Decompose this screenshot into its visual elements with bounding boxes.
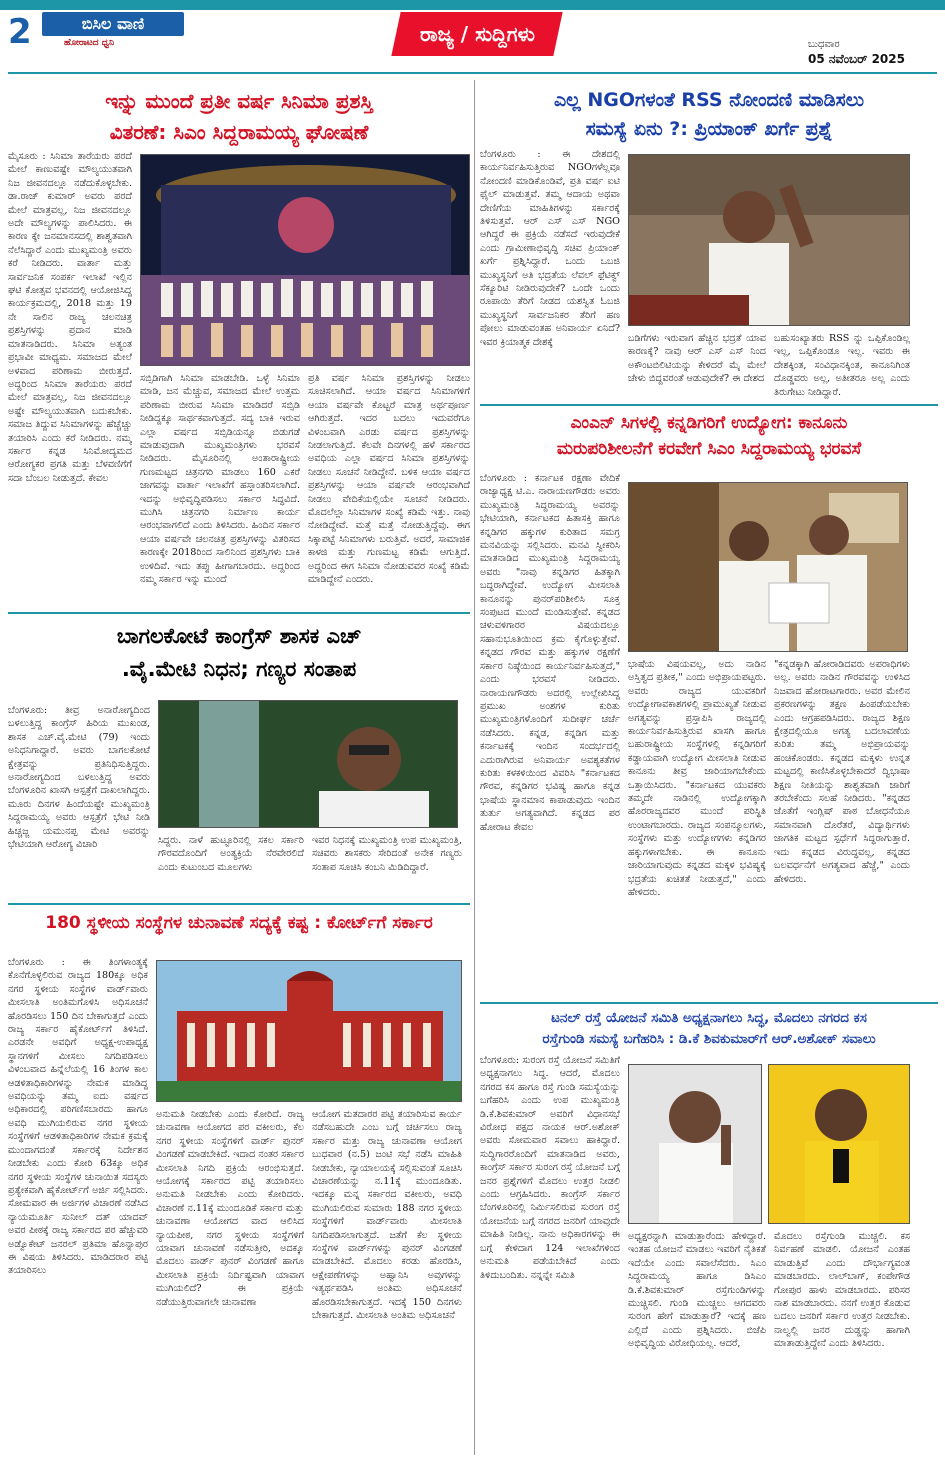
article-column: ಭಾಷೆಯ ವಿಷಯವಲ್ಲ, ಅದು ನಾಡಿನ ಅಸ್ತಿತ್ವದ ಪ್ರತೀಕ," ಎಂದು ಅಭಿಪ್ರಾಯಪಟ್ಟರು. ಅವರು ರಾಜ್ಯದ ಯುವಕರಿಗೆ ಉದ್ಯೋಗಾವಕಾಶಗಳಲ್ಲಿ ಪ್ರಾಮುಖ್ಯತೆ ನೀಡುವ ಅಗತ್ಯವನ್ನು ಪ್ರಸ್ತಾಪಿಸಿ ರಾಜ್ಯದಲ್ಲಿ ಕಾರ್ಯನಿರ್ವಹಿಸುತ್ತಿರುವ ಖಾಸಗಿ ಹಾಗೂ ಬಹುರಾಷ್ಟ್ರೀಯ ಸಂಸ್ಥೆಗಳಲ್ಲಿ ಕನ್ನಡಿಗರಿಗೆ ಕಡ್ಡಾಯವಾಗಿ ಉದ್ಯೋಗ ಮೀಸಲಾತಿ ನೀಡುವ ಕಾನೂನು ತೀವ್ರ ಜಾರಿಯಾಗಬೇಕೆಂದು ಒತ್ತಾಯಿಸಿದರು. "ಕರ್ನಾಟಕದ ಯುವಕರು ತಮ್ಮದೇ ನಾಡಿನಲ್ಲಿ ಉದ್ಯೋಗಕ್ಕಾಗಿ ಹೊರರಾಜ್ಯದವರ ಮುಂದೆ ಪರಿಸ್ಥಿತಿ ಉಂಟಾಗಬಾರದು. ರಾಜ್ಯದ ಸಂಪನ್ಮೂಲಗಳು, ಸಂಸ್ಥೆಗಳು ಮತ್ತು ಉದ್ಯೋಗಗಳು ಕನ್ನಡಿಗರ ಹಕ್ಕುಗಳಾಗಬೇಕು. ಈ ಕಾನೂನು ಜಾರಿಯಾಗುವುದು ಕನ್ನಡದ ಮಕ್ಕಳ ಭವಿಷ್ಯಕ್ಕೆ ಭದ್ರತೆಯ ಖಚಿತತೆ ನೀಡುತ್ತದೆ," ಎಂದು ಹೇಳಿದರು. xyxy=(628,659,766,898)
meeting-illustration xyxy=(629,483,908,652)
headline-line-2: ವಿತರಣೆ: ಸಿಎಂ ಸಿದ್ದರಾಮಯ್ಯ ಘೋಷಣೆ xyxy=(109,120,369,144)
politician-illustration xyxy=(629,1065,762,1224)
page-number: 2 xyxy=(8,12,32,52)
story-bagalkot-mla xyxy=(8,616,470,901)
r-ashok-photo xyxy=(768,1064,910,1224)
priyank-kharge-photo xyxy=(628,154,910,326)
masthead-rule xyxy=(8,72,937,74)
article-column: ಮೊದಲು ರಸ್ತೆಗುಂಡಿ ಮುಚ್ಚಲಿ. ಕಸ ನಿರ್ವಹಣೆ ಮಾಡಲಿ. ಯೋಜನೆ ಎಂತಹ ಮಾಡುತ್ತಿವೆ ಎಂದು ದೌರ್ಭಾಗ್ಯವಂತ ಮಾಡಬಾರದು. ಲಾಲ್‌ಬಾಗ್, ಕಂಪೇಗೌಡ ಗೋಪುರ ಹಾಳು ಮಾಡಬಾರದು. ಪರಿಸರ ನಾಶ ಮಾಡಬಾರದು. ನನಗೆ ಉತ್ತರ ಕೊಡುವ ಬದಲು ಜನರಿಗೆ ಸರ್ಕಾರ ಉತ್ತರ ನೀಡಬೇಕು. ನಾಲ್ವಲ್ಲಿ ಜನರ ದುಡ್ಡನ್ನು ಹಾಗಾಗಿ ಮಾತಾಡುತ್ತಿದ್ದೇನೆ ಎಂದು ತಿಳಿಸಿದರು. xyxy=(774,1231,910,1350)
section-rule xyxy=(8,903,470,905)
story-cinema-awards xyxy=(8,80,470,610)
article-column: ಇವರ ನಿಧನಕ್ಕೆ ಮುಖ್ಯಮಂತ್ರಿ ಉಪ ಮುಖ್ಯಮಂತ್ರಿ, ಸಚಿವರು ಶಾಸಕರು ಸೇರಿದಂತೆ ಅನೇಕ ಗಣ್ಯರು ಸಂತಾಪ ಸೂಚಿಸಿ ಕಂಬನಿ ಮಿಡಿದಿದ್ದಾರೆ. xyxy=(312,835,462,873)
article-column: ಬೆಂಗಳೂರು : ಈ ತಿಂಗಳಾಂತ್ಯಕ್ಕೆ ಕೊನೆಗೊಳ್ಳಲಿರುವ ರಾಜ್ಯದ 180ಕ್ಕೂ ಅಧಿಕ ನಗರ ಸ್ಥಳೀಯ ಸಂಸ್ಥೆಗಳ ವಾರ್ಡ್‌ವಾರು ಮೀಸಲಾತಿ ಅಂತಿಮಗೊಳಿಸಿ ಅಧಿಸೂಚನೆ ಹೊರಡಿಸಲು 150 ದಿನ ಬೇಕಾಗುತ್ತದೆ ಎಂದು ರಾಜ್ಯ ಸರ್ಕಾರ ಹೈಕೋರ್ಟ್‌ಗೆ ತಿಳಿಸಿದೆ. ಎರಡನೇ ಅವಧಿಗೆ ಅಧ್ಯಕ್ಷ-ಉಪಾಧ್ಯಕ್ಷ ಸ್ಥಾನಗಳಿಗೆ ಮೀಸಲು ನಿಗದಿಪಡಿಸಲು ವಿಳಂಬವಾದ ಹಿನ್ನೆಲೆಯಲ್ಲಿ 16 ತಿಂಗಳ ಕಾಲ ಆಡಳಿತಾಧಿಕಾರಿಗಳನ್ನು ನೇಮಕ ಮಾಡಿದ್ದ ಅವಧಿಯನ್ನು ತಮ್ಮ ಐದು ವರ್ಷದ ಅಧಿಕಾರದಲ್ಲಿ ಪರಿಗಣಿಸಬಾರದು ಹಾಗೂ ಅವಧಿ ಮುಗಿಯಲಿರುವ ನಗರ ಸ್ಥಳೀಯ ಸಂಸ್ಥೆಗಳಿಗೆ ಆಡಳಿತಾಧಿಕಾರಿಗಳ ನೇಮಕ ಕ್ರಮಕ್ಕೆ ಮುಂದಾಗದಂತೆ ಸರ್ಕಾರಕ್ಕೆ ನಿರ್ದೇಶನ ನೀಡಬೇಕು ಎಂದು ಕೋರಿ 63ಕ್ಕೂ ಅಧಿಕ ನಗರ ಸ್ಥಳೀಯ ಸಂಸ್ಥೆಗಳ ಚುನಾಯಿತ ಸದಸ್ಯರು ಪ್ರತ್ಯೇಕವಾಗಿ ಹೈಕೋರ್ಟ್‌ಗೆ ಅರ್ಜಿ ಸಲ್ಲಿಸಿದರು. ಸೋಮವಾರ ಈ ಅರ್ಜಿಗಳ ವಿಚಾರಣೆ ನಡೆಸಿದ ನ್ಯಾಯಮೂರ್ತಿ ಸುನೀಲ್ ದತ್ ಯಾದವ್ ಅವರ ಪೀಠಕ್ಕೆ ರಾಜ್ಯ ಸರ್ಕಾರದ ಪರ ಹೆಚ್ಚುವರಿ ಅಡ್ವೊಕೇಟ್ ಜನರಲ್ ಪ್ರತಿಮಾ ಹೊನ್ನಾಪುರ ಈ ವಿಷಯ ತಿಳಿಸಿದರು. ಮಾಡಿದರಾರ ಪಟ್ಟಿ ತಯಾರಿಸಲು xyxy=(8,957,148,1277)
speaker-illustration xyxy=(629,155,910,326)
article-column: ಬೆಂಗಳೂರು: ಸುರಂಗ ರಸ್ತೆ ಯೋಜನೆ ಸಮಿತಿಗೆ ಅಧ್ಯಕ್ಷನಾಗಲು ಸಿದ್ಧ. ಆದರೆ, ಮೊದಲು ನಗರದ ಕಸ ಹಾಗೂ ರಸ್ತೆ ಗುಂಡಿ ಸಮಸ್ಯೆಯನ್ನು ಬಗೆಹರಿಸಿ ಎಂದು ಉಪ ಮುಖ್ಯಮಂತ್ರಿ ಡಿ.ಕೆ.ಶಿವಕುಮಾರ್ ಅವರಿಗೆ ವಿಧಾನಸಭೆ ವಿರೋಧ ಪಕ್ಷದ ನಾಯಕ ಆರ್.ಅಶೋಕ್ ಅವರು ಸೋಮವಾರ ಸವಾಲು ಹಾಕಿದ್ದಾರೆ. ಸುದ್ದಿಗಾರರೊಂದಿಗೆ ಮಾತನಾಡಿದ ಅವರು, ಕಾಂಗ್ರೆಸ್ ಸರ್ಕಾರ ಸುರಂಗ ರಸ್ತೆ ಯೋಜನೆ ಬಗ್ಗೆ ಜನರ ಪ್ರಶ್ನೆಗಳಿಗೆ ಮೊದಲು ಉತ್ತರ ನೀಡಲಿ ಎಂದು ಆಗ್ರಹಿಸಿದರು. ಕಾಂಗ್ರೆಸ್ ಸರ್ಕಾರ ಬೆಂಗಳೂರಿನಲ್ಲಿ ನಿರ್ಮಿಸಲಿರುವ ಸುರಂಗ ರಸ್ತೆ ಯೋಜನೆಯ ಬಗ್ಗೆ ನಗರದ ಜನರಿಗೆ ಯಾವುದೇ ಮಾಹಿತಿ ನೀಡಿಲ್ಲ. ನಾನು ಅಧಿಕಾರಗಳನ್ನು ಈ ಬಗ್ಗೆ ಕೇಳಿದಾಗ 124 ಇಲಾಖೆಗಳಿಂದ ಅನುಮತಿ ಪಡೆಯಬೇಕಿದೆ ಎಂದು ತಿಳಿದುಬಂದಿತು. ನನ್ನನ್ನೇ ಸಮಿತಿ xyxy=(480,1055,620,1281)
story-tunnel-road xyxy=(480,1006,938,1456)
headline-line-2: ರಸ್ತೆಗುಂಡಿ ಸಮಸ್ಯೆ ಬಗೆಹರಿಸಿ : ಡಿ.ಕೆ ಶಿವಕುಮಾರ್‌ಗೆ ಆರ್.ಅಶೋಕ್ ಸವಾಲು xyxy=(542,1030,876,1047)
story-rss-registration xyxy=(480,80,938,402)
article-column: ಅಧ್ಯಕ್ಷರನ್ನಾಗಿ ಮಾಡುತ್ತಾರೆಂದು ಹೇಳಿದ್ದಾರೆ. ಇಂತಹ ಯೋಜನೆ ಮಾಡಲು ಇವರಿಗೆ ನೈತಿಕತೆ ಇದೆಯೇ ಎಂದು ಸವಾಲೆಸೆದರು. ಸಿಎಂ ಸಿದ್ದರಾಮಯ್ಯ ಹಾಗೂ ಡಿಸಿಎಂ ಡಿ.ಕೆ.ಶಿವಕುಮಾರ್ ರಸ್ತೆಗುಂಡಿಗಳನ್ನು ಮುಚ್ಚಿಸಲಿ. ಗುಂಡಿ ಮುಚ್ಚಲು ಆಗದವರು ಸುರಂಗ ಹೇಗೆ ಮಾಡುತ್ತಾರೆ? ಇದಕ್ಕೆ ಹಣ ಎಲ್ಲಿದೆ ಎಂದು ಪ್ರಶ್ನಿಸಿದರು. ಬಿಜೆಪಿ ಅಭಿವೃದ್ಧಿಯ ವಿರೋಧಿಯಲ್ಲ. ಆದರೆ, xyxy=(628,1231,766,1350)
headline-line-2: .ವೈ.ಮೇಟಿ ನಿಧನ; ಗಣ್ಯರ ಸಂತಾಪ xyxy=(121,656,357,681)
article-column: ಅನುಮತಿ ನೀಡಬೇಕು ಎಂದು ಕೋರಿದೆ. ರಾಜ್ಯ ಚುನಾವಣಾ ಆಯೋಗದ ಪರ ವಕೀಲರು, ಕೆಲ ನಗರ ಸ್ಥಳೀಯ ಸಂಸ್ಥೆಗಳಿಗೆ ವಾರ್ಡ್ ಪುನರ್ ವಿಂಗಡಣೆ ಮಾಡಬೇಕಿದೆ. ಇದಾದ ನಂತರ ಸರ್ಕಾರ ಮೀಸಲಾತಿ ನಿಗದಿ ಪ್ರಕ್ರಿಯೆ ಆರಂಭಿಸುತ್ತದೆ. ಆಯೋಗಕ್ಕೆ ಸರ್ಕಾರದ ಪಟ್ಟಿ ತಯಾರಿಸಲು ಅನುಮತಿ ನೀಡಬೇಕು ಎಂದು ಕೋರಿದರು. ವಿಚಾರಣೆ ನ.11ಕ್ಕೆ ಮುಂದೂಡಿಕೆ ಸರ್ಕಾರ ಮತ್ತು ಚುನಾವಣಾ ಆಯೋಗದ ವಾದ ಆಲಿಸಿದ ನ್ಯಾಯಪೀಠ, ನಗರ ಸ್ಥಳೀಯ ಸಂಸ್ಥೆಗಳಿಗೆ ಯಾವಾಗ ಚುನಾವಣೆ ನಡೆಸುತ್ತೀರಿ, ಅದಕ್ಕೂ ಮೊದಲು ವಾರ್ಡ್ ಪುನರ್ ವಿಂಗಡಣೆ ಹಾಗೂ ಮೀಸಲಾತಿ ಪ್ರಕ್ರಿಯೆ ನಿರ್ದಿಷ್ಟವಾಗಿ ಯಾವಾಗ ಮುಗಿಯಲಿದೆ? ಈ ಪ್ರಕ್ರಿಯೆ ನಡೆಯುತ್ತಿರುವಾಗಲೇ ಚುನಾವಣಾ xyxy=(156,1109,304,1308)
story-local-body-elections xyxy=(8,908,470,1456)
column-divider xyxy=(474,80,475,1455)
paper-tagline: ಹೋರಾಟದ ಧ್ವನಿ xyxy=(64,38,115,48)
issue-day: ಬುಧವಾರ xyxy=(808,39,840,50)
awards-stage-illustration xyxy=(141,155,470,366)
section-label: ರಾಜ್ಯ / ಸುದ್ದಿಗಳು xyxy=(419,22,535,46)
cm-meeting-photo xyxy=(628,482,908,652)
headline-line-1: ಬಾಗಲಕೋಟೆ ಕಾಂಗ್ರೆಸ್ ಶಾಸಕ ಎಚ್ xyxy=(116,624,362,648)
headline-line-2: ಮರುಪರಿಶೀಲನೆಗೆ ಕರವೇಗೆ ಸಿಎಂ ಸಿದ್ದರಾಮಯ್ಯ ಭರವಸೆ xyxy=(556,439,862,460)
headline-line-1: ಎಲ್ಲ NGOಗಳಂತೆ RSS ನೋಂದಣಿ ಮಾಡಿಸಲು xyxy=(553,89,865,111)
court-building-illustration xyxy=(157,961,462,1102)
section-rule xyxy=(480,1002,938,1004)
politician-illustration xyxy=(769,1065,910,1224)
section-banner xyxy=(391,12,562,56)
issue-date: 05 ನವೆಂಬರ್ 2025 xyxy=(808,52,905,66)
article-column: ಆಯೋಗ ಮತದಾರರ ಪಟ್ಟಿ ತಯಾರಿಸುವ ಕಾರ್ಯ ನಡೆಸಬಹುದೇ ಎಂಬ ಬಗ್ಗೆ ಚರ್ಚಿಸಲು ರಾಜ್ಯ ಸರ್ಕಾರ ಮತ್ತು ರಾಜ್ಯ ಚುನಾವಣಾ ಆಯೋಗ ಬುಧವಾರ (ನ.5) ಜಂಟಿ ಸಭೆ ನಡೆಸಿ ಮಾಹಿತಿ ನೀಡಬೇಕು, ನ್ಯಾಯಾಲಯಕ್ಕೆ ಸಲ್ಲಿಸುವಂತೆ ಸೂಚಿಸಿ ವಿಚಾರಣೆಯನ್ನು ನ.11ಕ್ಕೆ ಮುಂದೂಡಿತು. ಇದಕ್ಕೂ ಮನ್ನ ಸರ್ಕಾರದ ವಕೀಲರು, ಅವಧಿ ಮುಗಿಯಲಿರುವ ಸುಮಾರು 188 ನಗರ ಸ್ಥಳೀಯ ಸಂಸ್ಥೆಗಳಿಗೆ ವಾರ್ಡ್‌ವಾರು ಮೀಸಲಾತಿ ನಿಗದಿಪಡಿಸಲಾಗುತ್ತದೆ. ಜತೆಗೆ ಕೆಲ ಸ್ಥಳೀಯ ಸಂಸ್ಥೆಗಳ ವಾರ್ಡ್‌ಗಳನ್ನು ಪುನರ್ ವಿಂಗಡಣೆ ಮಾಡಬೇಕಿದೆ. ಮೊದಲು ಕರಡು ಹೊರಡಿಸಿ, ಆಕ್ಷೇಪಣೆಗಳನ್ನು ಅಹ್ವಾನಿಸಿ ಅವುಗಳನ್ನು ಇತ್ಯರ್ಥಪಡಿಸಿ ಅಂತಿಮ ಅಧಿಸೂಚನೆ ಹೊರಡಿಸಬೇಕಾಗುತ್ತದೆ. ಇದಕ್ಕೆ 150 ದಿನಗಳು ಬೇಕಾಗುತ್ತದೆ. ಮೀಸಲಾತಿ ಅಂತಿಮ ಅಧಿಸೂಚನೆ xyxy=(312,1109,462,1322)
article-column: ಸಬ್ಸಿಡಿಗಾಗಿ ಸಿನಿಮಾ ಮಾಡಬೇಡಿ. ಒಳ್ಳೆ ಸಿನಿಮಾ ಮಾಡಿ, ಜನ ಮೆಚ್ಚುವ, ಸಮಾಜದ ಮೇಲೆ ಉತ್ತಮ ಪರಿಣಾಮ ಬೀರುವ ಸಿನಿಮಾ ಮಾಡಿದರೆ ಸಬ್ಸಿಡಿ ನೀಡಿದ್ದಕ್ಕೂ ಸಾರ್ಥಕವಾಗುತ್ತದೆ. ಸದ್ಯ ಬಾಕಿ ಇರುವ ಎಲ್ಲಾ ವರ್ಷದ ಸಬ್ಸಿಡಿಯನ್ನೂ ಬಿಡುಗಡೆ ಮಾಡುವುದಾಗಿ ಮುಖ್ಯಮಂತ್ರಿಗಳು ಭರವಸೆ ನೀಡಿದರು. ಮೈಸೂರಿನಲ್ಲಿ ಅಂತಾರಾಷ್ಟ್ರೀಯ ಗುಣಮಟ್ಟದ ಚಿತ್ರನಗರಿ ಮಾಡಲು 160 ಎಕರೆ ಜಾಗವನ್ನು ವಾರ್ತಾ ಇಲಾಖೆಗೆ ಹಸ್ತಾಂತರಿಸಲಾಗಿದೆ. ಇದನ್ನು ಅಭಿವೃದ್ಧಿಪಡಿಸಲು ಸರ್ಕಾರ ಸಿದ್ಧವಿದೆ. ಮುಗಿಸಿ ಚಿತ್ರನಗರಿ ನಿರ್ಮಾಣ ಕಾರ್ಯ ಆರಂಭವಾಗಲಿದೆ ಎಂದು ತಿಳಿಸಿದರು. ಹಿಂದಿನ ಸರ್ಕಾರ ಆಯಾ ವರ್ಷವೇ ಚಲನಚಿತ್ರ ಪ್ರಶಸ್ತಿಗಳನ್ನು ವಿತರಿಸದ ಕಾರಣಕ್ಕೇ 2018ರಿಂದ ಸಾಲಿನಿಂದ ಪ್ರಶಸ್ತಿಗಳು ಬಾಕಿ ಉಳಿದಿವೆ. ಇದು ತಪ್ಪು ಹೀಗಾಗಬಾರದು. ಅದ್ದರಿಂದ ನಮ್ಮ ಸರ್ಕಾರ ಇನ್ನು ಮುಂದೆ xyxy=(140,373,300,586)
article-column: "ಕನ್ನಡಕ್ಕಾಗಿ ಹೋರಾಡಿದವರು ಅಪರಾಧಿಗಳು ಅಲ್ಲ. ಅವರು ನಾಡಿನ ಗೌರವವನ್ನು ಉಳಿಸಿದ ನಿಜವಾದ ಹೋರಾಟಗಾರರು. ಅವರ ಮೇಲಿನ ಪ್ರಕರಣಗಳನ್ನು ತಕ್ಷಣ ಹಿಂಪಡೆಯಬೇಕು ಎಂದು ಆಗ್ರಹಪಡಿಸಿದರು. ರಾಜ್ಯದ ಶಿಕ್ಷಣ ಕ್ಷೇತ್ರದಲ್ಲಿಯೂ ಅಗತ್ಯ ಬದಲಾವಣೆಯ ಕುರಿತು ತಮ್ಮ ಅಭಿಪ್ರಾಯವನ್ನು ಹಂಚಿಕೊಂಡರು. ಕನ್ನಡದ ಮಕ್ಕಳು ಉನ್ನತ ಮಟ್ಟದಲ್ಲಿ ಕಾಣಿಸಿಕೊಳ್ಳಬೇಕಾದರೆ ದ್ವಿಭಾಷಾ ಶಿಕ್ಷಣ ನೀತಿಯನ್ನು ಶಾಶ್ವತವಾಗಿ ಜಾರಿಗೆ ತರಬೇಕೆಂದು ಸಲಹೆ ನೀಡಿದರು. "ಕನ್ನಡದ ಜೊತೆಗೆ ಇಂಗ್ಲಿಷ್ ಪಾಠ ಬೋಧನೆಯೂ ಸಮಾನವಾಗಿ ದೊರೆತರೆ, ವಿದ್ಯಾರ್ಥಿಗಳು ಜಾಗತಿಕ ಮಟ್ಟದ ಸ್ಪರ್ಧೆಗೆ ಸಿದ್ಧರಾಗುತ್ತಾರೆ. ಇದು ಕನ್ನಡದ ವಿರುದ್ಧವಲ್ಲ, ಕನ್ನಡದ ಬಲವರ್ಧನೆಗೆ ಅಗತ್ಯವಾದ ಹೆಜ್ಜೆ," ಎಂದು ಹೇಳಿದರು. xyxy=(774,659,910,885)
masthead xyxy=(0,0,945,80)
headline-line-2: ಸಮಸ್ಯೆ ಏನು ?: ಪ್ರಿಯಾಂಕ್ ಖರ್ಗೆ ಪ್ರಶ್ನೆ xyxy=(585,118,833,141)
headline-line-1: ಟನಲ್ ರಸ್ತೆ ಯೋಜನೆ ಸಮಿತಿ ಅಧ್ಯಕ್ಷನಾಗಲು ಸಿದ್ಧ, ಮೊದಲು ನಗರದ ಕಸ xyxy=(551,1010,867,1026)
high-court-building-photo xyxy=(156,960,462,1102)
article-column: ಬೆಂಗಳೂರು : ಕರ್ನಾಟಕ ರಕ್ಷಣಾ ವೇದಿಕೆ ರಾಜ್ಯಾಧ್ಯಕ್ಷ ಟಿ.ಎ. ನಾರಾಯಣಗೌಡರು ಅವರು ಮುಖ್ಯಮಂತ್ರಿ ಸಿದ್ದರಾಮಯ್ಯ ಅವರನ್ನು ಭೇಟಿಯಾಗಿ, ಕರ್ನಾಟಕದ ಹಿತಾಸಕ್ತಿ ಹಾಗೂ ಕನ್ನಡಿಗರ ಹಕ್ಕುಗಳ ಕುರಿತಾದ ಸಮಗ್ರ ಮನವಿಯನ್ನು ಸಲ್ಲಿಸಿದರು. ಮನವಿ ಸ್ವೀಕರಿಸಿ ಮಾತನಾಡಿದ ಮುಖ್ಯಮಂತ್ರಿ ಸಿದ್ದರಾಮಯ್ಯ ಅವರು "ನಾವು ಕನ್ನಡಿಗರ ಹಿತಕ್ಕಾಗಿ ಬದ್ಧರಾಗಿದ್ದೇವೆ. ಉದ್ಯೋಗ ಮೀಸಲಾತಿ ಕಾನೂನನ್ನು ಪುನರ್‌ಪರಿಶೀಲಿಸಿ ಸೂಕ್ತ ಸಂಪುಟದ ಮುಂದೆ ಮಂಡಿಸುತ್ತೇವೆ. ಕನ್ನಡದ ಚಳುವಳಿಗಾರರ ವಿಷಯದಲ್ಲೂ ಸಹಾನುಭೂತಿಯಿಂದ ಕ್ರಮ ಕೈಗೊಳ್ಳುತ್ತೇವೆ. ಕನ್ನಡದ ಗೌರವ ಮತ್ತು ಹಕ್ಕುಗಳ ರಕ್ಷಣೆಗೆ ಸರ್ಕಾರ ನಿಷ್ಠೆಯಿಂದ ಕಾರ್ಯನಿರ್ವಹಿಸುತ್ತದೆ," ಎಂದು ಭರವಸೆ ನೀಡಿದರು. ನಾರಾಯಣಗೌಡರು ಅದರಲ್ಲಿ ಉಲ್ಲೇಖಿಸಿದ್ದ ಪ್ರಮುಖ ಅಂಶಗಳ ಕುರಿತು ಮುಖ್ಯಮಂತ್ರಿಗಳೊಂದಿಗೆ ಸುದೀರ್ಘ ಚರ್ಚೆ ನಡೆಸಿದರು. ಕನ್ನಡ, ಕನ್ನಡಿಗ ಮತ್ತು ಕರ್ನಾಟಕಕ್ಕೆ ಇಂದಿನ ಸಂದರ್ಭದಲ್ಲಿ ಎದುರಾಗಿರುವ ಅನಿವಾರ್ಯ ಅವಶ್ಯಕತೆಗಳ ಕುರಿತು ಕಳಕಳಿಯಿಂದ ವಿವರಿಸಿ "ಕರ್ನಾಟಕದ ಗೌರವ, ಕನ್ನಡಿಗರ ಭವಿಷ್ಯ ಹಾಗೂ ಕನ್ನಡ ಭಾಷೆಯ ಸ್ಥಾನಮಾನ ಕಾಪಾಡುವುದು ಇಂದಿನ ತುರ್ತು ಅಗತ್ಯವಾಗಿದೆ. ಕನ್ನಡದ ಪರ ಹೋರಾಟ ಕೇವಲ xyxy=(480,473,620,833)
headline: 180 ಸ್ಥಳೀಯ ಸಂಸ್ಥೆಗಳ ಚುನಾವಣೆ ಸದ್ಯಕ್ಕೆ ಕಷ್ಟ : ಕೋರ್ಟ್‌ಗೆ ಸರ್ಕಾರ xyxy=(45,913,433,933)
article-column: ಮೈಸೂರು : ಸಿನಿಮಾ ತಾರೆಯರು ಪರದೆ ಮೇಲೆ ಕಾಣುವಷ್ಟೇ ಮೌಲ್ಯಯುತವಾಗಿ ನಿಜ ಜೀವನದಲ್ಲೂ ನಡೆದುಕೊಳ್ಳಬೇಕು. ಡಾ.ರಾಜ್ ಕುಮಾರ್ ಅವರು ಪರದೆ ಮೇಲೆ ಮಾತ್ರವಲ್ಲ, ನಿಜ ಜೀವನದಲ್ಲೂ ಅದೇ ಮೌಲ್ಯಗಳನ್ನು ಪಾಲಿಸಿದರು. ಈ ಕಾರಣ ಕ್ಕೇ ಜನಮಾನಸದಲ್ಲಿ ಶಾಶ್ವತವಾಗಿ ನೆಲೆಸಿದ್ದಾರೆ ಎಂದು ಮುಖ್ಯಮಂತ್ರಿ ಅವರು ಕರೆ ನೀಡಿದರು. ವಾರ್ತಾ ಮತ್ತು ಸಾರ್ವಜನಿಕ ಸಂಪರ್ಕ ಇಲಾಖೆ ಇಲ್ಲಿನ ಘಟಿ ಕೋತ್ಸವ ಭವನದಲ್ಲಿ ಆಯೋಜಿಸಿದ್ದ ಕಾರ್ಯಕ್ರಮದಲ್ಲಿ, 2018 ಮತ್ತು 19 ನೇ ಸಾಲಿನ ರಾಜ್ಯ ಚಲನಚಿತ್ರ ಪ್ರಶಸ್ತಿಗಳನ್ನು ಪ್ರದಾನ ಮಾಡಿ ಮಾತನಾಡಿದರು. ಸಿನಿಮಾ ಅತ್ಯಂತ ಪ್ರಭಾವೀ ಮಾಧ್ಯಮ. ಸಮಾಜದ ಮೇಲೆ ಅಳವಾದ ಪರಿಣಾಮ ಬೀರುತ್ತದೆ. ಅದ್ದರಿಂದ ಸಿನಿಮಾ ತಾರೆಯರು ಪರದೆ ಮೇಲೆ ಮಾತ್ರವಲ್ಲ, ನಿಜ ಜೀವನದಲ್ಲೂ ಅಷ್ಟೇ ಮೌಲ್ಯಯುತವಾಗಿ ಬದುಕಬೇಕು. ಸಮಾಜ ತಿದ್ದುವ ಸಿನಿಮಾಗಳನ್ನು ಹೆಚ್ಚೆಚ್ಚು ತಯಾರಿಸಿ ಎಂದು ಕರೆ ನೀಡಿದರು. ನಮ್ಮ ಸರ್ಕಾರ ಕನ್ನಡ ಸಿನಿಮೋದ್ಯಮದ ಆರೋಗ್ಯಕರ ಪ್ರಗತಿ ಮತ್ತು ಬೆಳವಣಿಗೆಗೆ ಸದಾ ಬೆಂಬಲ ನೀಡುತ್ತದೆ. ಕೇವಲ xyxy=(8,151,132,484)
article-column: ಬೆಂಗಳೂರು : ಈ ದೇಶದಲ್ಲಿ ಕಾರ್ಯನಿರ್ವಹಿಸುತ್ತಿರುವ NGOಗಳೆಲ್ಲವೂ ನೋಂದಣಿ ಮಾಡಿಕೊಂಡಿವೆ, ಪ್ರತಿ ವರ್ಷ ಐಟಿ ಫೈಲ್ ಮಾಡುತ್ತವೆ. ತಮ್ಮ ಆದಾಯ ಅಥವಾ ದೇಣಿಗೆಯ ಮಾಹಿತಿಗಳನ್ನು ಸರ್ಕಾರಕ್ಕೆ ತಿಳಿಸುತ್ತವೆ. ಆರ್ ಎಸ್ ಎಸ್ NGO ಆಗಿದ್ದರೆ ಈ ಪ್ರಕ್ರಿಯೆ ನಡೆಸದೆ ಇರುವುದೇಕೆ ಎಂದು ಗ್ರಾಮೀಣಾಭಿವೃದ್ಧಿ ಸಚಿವ ಪ್ರಿಯಾಂಕ್ ಖರ್ಗೆ ಪ್ರಶ್ನಿಸಿದ್ದಾರೆ. ಒಂದು ಒಬಜಿ ಮುಖ್ಯಸ್ಥನಿಗೆ ಅತಿ ಭದ್ರತೆಯ ಲೆವಲ್ ಫ಼ೆಟಿಕ್ವ್ ಸೆಕ್ಯೂರಿಟಿ ನೀಡಿರುವುದೇಕೆ? ಒಂದೇ ಒಂದು ರೂಪಾಯಿ ತೆರಿಗೆ ನೀಡದ ಯಶಸ್ವಿತ ಓಬಜಿ ಮುಖ್ಯಸ್ಥನಿಗೆ ಸಾರ್ವಜನಿಕರ ತೆರಿಗೆ ಹಣ ಪೋಲು ಮಾಡುವಂತಹ ಅನಿವಾರ್ಯ ಏನಿದೆ? ಇವರ ಕ್ರಿಯಾತ್ಮಕ ದೇಶಕ್ಕೆ xyxy=(480,149,620,348)
article-column: ಬಹುಸಂಖ್ಯಾತರು RSS ನ್ನು ಒಪ್ಪಿಕೊಂಡಿಲ್ಲ ಇಲ್ಲ, ಒಪ್ಪಿಕೊಂಡೂ ಇಲ್ಲ. ಇವರು ಈ ದೇಶಕ್ಕಿಂತ, ಸಂವಿಧಾನಕ್ಕಿಂತ, ಕಾನೂನಿಗಿಂತ ದೊಡ್ಡವರು ಅಲ್ಲ, ಅತೀತರೂ ಅಲ್ಲ ಎಂದು ತಿರುಗೇಟು ನೀಡಿದ್ದಾರೆ. xyxy=(774,333,910,398)
paper-name: ಬಿಸಿಲ ವಾಣಿ xyxy=(42,12,184,36)
top-accent-bar xyxy=(0,0,945,10)
headline-line-1: ಎಂಎನ್ ಸಿಗಳಲ್ಲಿ ಕನ್ನಡಿಗರಿಗೆ ಉದ್ಯೋಗ: ಕಾನೂನು xyxy=(570,413,848,433)
hy-meti-portrait-photo xyxy=(158,700,458,828)
article-column: ಬಡಿಗೆಗಳು ಇರುವಾಗ ಹೆಚ್ಚಿನ ಭದ್ರತೆ ಯಾವ ಕಾರಣಕ್ಕೆ? ನಾವು ಆರ್ ಎಸ್ ಎಸ್ ನಿಂದ ಅಕೌಂಟಬಿಲಿಟಿಯನ್ನು ಕೇಳಿದರೆ ಮೈ ಮೇಲೆ ಚೇಳು ಬಿದ್ದವರಂತೆ ಆಡುವುದೇಕೆ? ಈ ದೇಶದ xyxy=(628,333,766,385)
article-column: ಪ್ರತಿ ವರ್ಷ ಸಿನಿಮಾ ಪ್ರಶಸ್ತಿಗಳನ್ನು ನೀಡಲು ಸೂಚಿಸಲಾಗಿದೆ. ಆಯಾ ವರ್ಷದ ಸಿನಿಮಾಗಳಿಗೆ ಆಯಾ ವರ್ಷವೇ ಕೊಟ್ಟರೆ ಮಾತ್ರ ಅರ್ಥಪೂರ್ಣ ಆಗಿರುತ್ತದೆ. ಇದರ ಬದಲು ಇದುವರೆಗೂ ವಿಳಂಬವಾಗಿ ಎರಡು ವರ್ಷದ ಪ್ರಶಸ್ತಿಗಳನ್ನು ನೀಡಲಾಗುತ್ತಿದೆ. ಕೆಲವೇ ದಿನಗಳಲ್ಲಿ ಹಳೆ ಸರ್ಕಾರದ ಅವಧಿಯ ಎಲ್ಲಾ ವರ್ಷದ ಸಿನಿಮಾ ಪ್ರಶಸ್ತಿಗಳನ್ನು ನೀಡಲು ಸೂಚನೆ ನೀಡಿದ್ದೇನೆ. ಬಳಿಕ ಆಯಾ ವರ್ಷದ ಪ್ರಶಸ್ತಿಗಳನ್ನು ಆಯಾ ವರ್ಷವೇ ಆರಂಭವಾಗಿದೆ ನೀಡಲು ವೇದಿಕೆಯಲ್ಲಿಯೇ ಸೂಚನೆ ನೀಡಿದರು. ಮೊದಲೆಲ್ಲಾ ಸಿನಿಮಾಗಳ ಸಂಖ್ಯೆ ಕಡಿಮೆ ಇತ್ತು. ನಾವು ನೋಡಿದ್ದೇವೆ. ಮತ್ತೆ ಮತ್ತೆ ನೋಡುತ್ತಿದ್ದೆವು. ಈಗ ಸಿಕ್ಕಾಪಟ್ಟೆ ಸಿನಿಮಾಗಳು ಬರುತ್ತಿವೆ. ಅದರೆ, ಸಾಮಾಜಿಕ ಕಾಳಜಿ ಮತ್ತು ಗುಣಮಟ್ಟ ಕಡಿಮೆ ಆಗುತ್ತಿದೆ. ಅದ್ದರಿಂದ ಈಗ ಸಿನಿಮಾ ನೋಡುವವರ ಸಂಖ್ಯೆ ಕಡಿಮೆ ಮಾಡಿದ್ದೇನೆ ಎಂದರು. xyxy=(308,373,470,586)
article-column: ಬೆಂಗಳೂರು: ತೀವ್ರ ಅನಾರೋಗ್ಯದಿಂದ ಬಳಲುತ್ತಿದ್ದ ಕಾಂಗ್ರೆಸ್ ಹಿರಿಯ ಮುಖಂಡ, ಶಾಸಕ ಎಚ್.ವೈ.ಮೇಟಿ (79) ಇಂದು ಅನಿಧನಿಗಾದ್ದಾರೆ. ಅವರು ಬಾಗಲಕೋಟೆ ಕ್ಷೇತ್ರವನ್ನು ಪ್ರತಿನಿಧಿಸುತ್ತಿದ್ದರು. ಅನಾರೋಗ್ಯದಿಂದ ಬಳಲುತ್ತಿದ್ದ ಅವರು ಬೆಂಗಳೂರಿನ ಖಾಸಗಿ ಆಸ್ಪತ್ರೆಗೆ ದಾಖಲಾಗಿದ್ದರು. ಮೂರು ದಿನಗಳ ಹಿಂದೆಯಷ್ಟೇ ಮುಖ್ಯಮಂತ್ರಿ ಸಿದ್ದರಾಮಯ್ಯ ಅವರು ಆಸ್ಪತ್ರೆಗೆ ಭೇಟಿ ನೀಡಿ ಹಿಚ್ಚಜ್ಜ ಯಮುನಪ್ಪ ಮೇಟಿ ಅವರನ್ನು ಭೇಟಿಯಾಗಿ ಆರೋಗ್ಯ ವಿಚಾರಿ xyxy=(8,705,150,851)
dk-shivakumar-photo xyxy=(628,1064,762,1224)
section-rule xyxy=(8,612,470,614)
article-column: ಸಿದ್ದರು. ನಾಳೆ ಹುಟ್ಟೂರಿನಲ್ಲಿ ಸಕಲ ಸರ್ಕಾರಿ ಗೌರವದೊಂದಿಗೆ ಅಂತ್ಯಕ್ರಿಯೆ ನೆರವೇರಲಿದೆ ಎಂದು ಕುಟುಂಬದ ಮೂಲಗಳು xyxy=(158,835,304,873)
awards-ceremony-photo xyxy=(140,154,470,366)
portrait-illustration xyxy=(159,701,458,828)
section-rule xyxy=(480,404,938,406)
headline-line-1: ಇನ್ನು ಮುಂದೆ ಪ್ರತೀ ವರ್ಷ ಸಿನಿಮಾ ಪ್ರಶಸ್ತಿ xyxy=(105,89,373,113)
story-kannadiga-jobs xyxy=(480,408,938,1000)
